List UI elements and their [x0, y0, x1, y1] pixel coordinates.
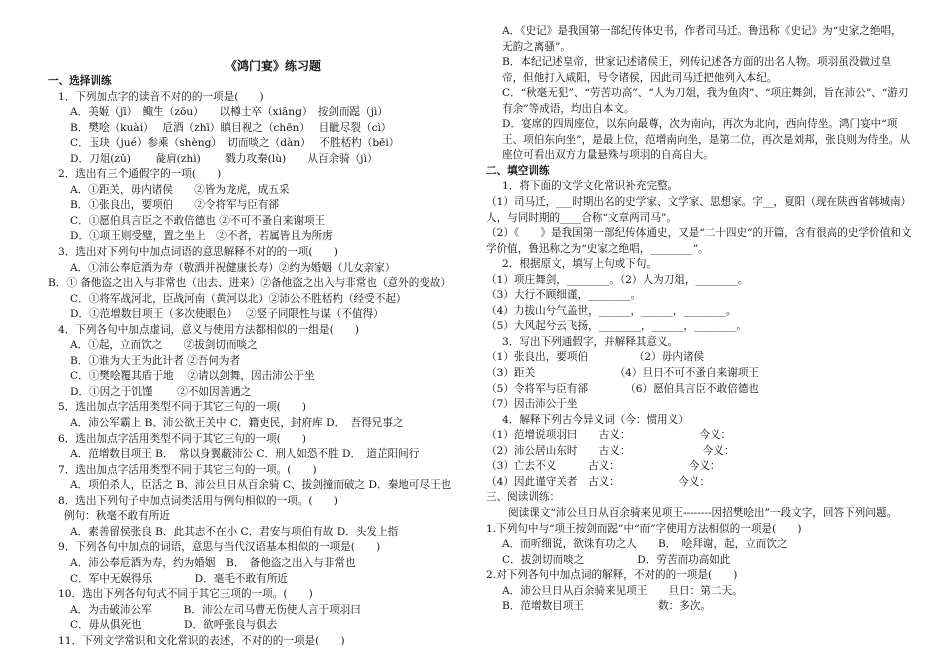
question-line: 3．选出对下列句中加点词语的意思解释不对的的一项( ) [58, 246, 338, 259]
question-line: （3）亡去不义 古义： 今义： [486, 460, 721, 473]
question-line: 三、阅读训练： [486, 491, 561, 504]
question-line: 2.对下列各句中加点词的解释，不对的的一项是( ) [486, 569, 738, 582]
question-line: 11．下列文学常识和文化常识的表述，不对的的一项是( ) [58, 634, 345, 647]
left-column [48, 24, 468, 649]
question-line: C．玉玦（jué）参乘（shèng） 切而啖之（dàn） 不胜桮杓（bēi） [70, 137, 400, 150]
question-line: B．本纪记述皇帝，世家记述诸侯王，列传记述各方面的出名人物。项羽虽没做过皇帝，但他打入咸阳，号令诸侯，因此司马迁把他列入本纪。 [502, 56, 892, 84]
question-line: （1）司马迁，___时期出名的史学家、文学家、思想家。字__，夏阳（现在陕西省韩城南）人，与同时期的____合称“文章两司马”。 [486, 196, 912, 224]
question-line: （2）《 》是我国第一部纪传体通史，又是“二十四史”的开篇，含有很高的史学价值和文学价值，鲁迅称之为“史家之绝唱，________”。 [486, 227, 912, 255]
question-line: A．①距关，毋内诸侯 ②皆为龙虎，成五采 [70, 183, 290, 196]
question-line: 8．选出下列句子中加点词类活用与例句相似的一项。( ) [58, 494, 338, 507]
question-line: 5．选出加点字活用类型不同于其它三句的一项( ) [58, 401, 307, 414]
question-line: D．宴席的四周座位，以东向最尊，次为南向，再次为北向，西向侍坐。鸿门宴中“项王、项伯东向坐”，是最上位，范增南向坐，是第二位，再次是刘邦，张良则为侍坐。从座位可看出双方力量悬殊与项羽的自高自大。 [502, 118, 910, 162]
question-line: C．①将军战河北，臣战河南（黄河以北）②沛公不胜桮杓（经受不起） [70, 292, 407, 305]
question-line: A．沛公旦日从百余骑来见项王 旦日：第二天。 [502, 584, 743, 597]
question-line: （1）范增说项羽曰 古义： 今义： [486, 429, 732, 442]
question-line: 4．解释下列古今异义词（今：惯用义） [502, 413, 689, 426]
question-line: （5）大风起兮云飞扬，________，______，________。 [486, 320, 747, 333]
section-heading: 二、填空训练 [486, 164, 550, 177]
question-line: A．而听细说，欲诛有功之人 B． 哙拜谢，起，立而饮之 [502, 538, 788, 551]
question-line: （5）令将军与臣有郤 （6）愿伯具言臣不敢倍德也 [486, 382, 760, 395]
question-line: 2．选出有三个通假字的一项( ) [58, 168, 222, 181]
question-line: （4）力拔山兮气盖世，______，______，________。 [486, 304, 737, 317]
question-line: 7．选出加点字活用类型不同于其它三句的一项。( ) [58, 463, 317, 476]
question-line: （1）项庄舞剑，________。（2）人为刀俎，________。 [486, 273, 749, 286]
question-line: B．①谁为大王为此计者 ②吾何为者 [70, 354, 241, 367]
question-line: 2．根据原文，填写上句或下句。 [502, 258, 658, 271]
question-line: C．①樊哙覆其盾于地 ②请以剑舞，因击沛公于坐 [70, 370, 315, 383]
question-line: 1．将下面的文学文化常识补充完整。 [502, 180, 679, 193]
question-line: D．刀俎(zǔ) 彘肩(zhì) 戮力攻秦(lù) 从百余骑（jì） [70, 152, 378, 165]
question-line: A．①起，立而饮之 ②拔剑切而啖之 [70, 339, 258, 352]
question-line: （2）沛公居山东时 古义： 今义： [486, 444, 735, 457]
question-line: A．美姬（jī） 鲰生（zōu） 以樽士卒（xiāng） 按剑而跽（jì） [70, 106, 389, 119]
right-column [486, 24, 912, 615]
question-line: C．①愿伯具言臣之不敢倍德也 ②不可不蚤自来谢项王 [70, 214, 326, 227]
question-line: 1.下列句中与“项王按剑而跽”中“而”字使用方法相似的一项是( ) [486, 522, 802, 535]
question-line: （4）因此谨守关者 古义： 今义： [486, 475, 710, 488]
question-line: C．军中无娱得乐 D．毫毛不敢有所近 [70, 572, 288, 585]
question-line: D．①因之于饥馑 ②不如因善遇之 [70, 385, 252, 398]
question-line: （3）距关 （4）旦日不可不蚤自来谢项王 [486, 367, 760, 380]
question-line: 3．写出下列通假字，并解释其意义。 [502, 335, 679, 348]
right-lines [486, 24, 912, 615]
question-line: （7）因击沛公于坐 [486, 398, 578, 411]
question-line: C．毋从俱死也 D．欲呼张良与俱去 [70, 619, 278, 632]
question-line: 9．下列各句中加点的词语，意思与当代汉语基本相似的一项是( ) [58, 541, 381, 554]
question-line: A．范增数目项王 B． 常以身翼蔽沛公 C．刑人如恐不胜 D． 道芷阳间行 [70, 448, 420, 461]
question-line: （1）张良出，要项伯 （2）毋内诸侯 [486, 351, 705, 364]
question-line: C．“秋毫无犯”、“劳苦功高”、“人为刀俎，我为鱼肉”、“项庄舞剑，旨在沛公”、“游刃有余”等成语，均出自本文。 [502, 87, 909, 115]
question-line: A．①沛公奉卮酒为寿（敬酒并祝健康长寿）②约为婚姻（儿女亲家） [70, 261, 396, 274]
question-line: A．项伯杀人，臣活之 B、沛公旦日从百余骑 C、拔剑撞而破之 D．秦地可尽王也 [70, 479, 452, 492]
question-line: D．①项王则受璧，置之坐上 ②不者，若属皆且为所虏 [70, 230, 333, 243]
question-line: 10．选出下列各句句式不同于其它三项的一项。( ) [58, 588, 313, 601]
question-line: 1．下列加点字的读音不对的的一项是( ) [58, 90, 264, 103]
question-line: B．范增数目项王 数：多次。 [502, 600, 712, 613]
question-line: 4．下列各句中加点虚词，意义与使用方法都相似的一组是( ) [58, 323, 360, 336]
page-title: 《鸿门宴》练习题 [224, 59, 321, 73]
question-line: 例句：秋毫不敢有所近 [64, 510, 170, 523]
question-line: B．樊哙（kuài） 卮酒（zhī）瞋目视之（chēn） 目眦尽裂（cì） [70, 121, 392, 134]
section-heading: 一、选择训练 [48, 75, 112, 87]
question-line: A．沛公奉卮酒为寿，约为婚姻 B． 备他盗之出入与非常也 [70, 556, 356, 569]
question-line: C．拔剑切而啖之 D．劳苦而功高如此 [502, 553, 731, 566]
question-line: B．①张良出，要项伯 ②令将军与臣有郤 [70, 199, 280, 212]
question-line: A．《史记》是我国第一部纪传体史书，作者司马迁。鲁迅称《史记》为“史家之绝唱，无韵之离骚”。 [502, 25, 902, 53]
question-line: A．为击破沛公军 B．沛公左司马曹无伤使人言于项羽曰 [70, 603, 361, 616]
question-line: 6．选出加点字活用类型不同于其它三句的一项( ) [58, 432, 307, 445]
question-line: （3）大行不顾细谨，________。 [486, 289, 642, 302]
question-line: B．① 备他盗之出入与非常也（出去、进来）②备他盗之出入与非常也（意外的变故） [48, 277, 452, 290]
question-line: D．①范增数目项王（多次使眼色） ②竖子同限性与谋（不值得） [70, 308, 384, 321]
question-line: A．沛公军霸上 B、沛公欲王关中 C．籍吏民，封府库 D． 吾得兄事之 [70, 417, 404, 430]
question-line: A．素善留侯张良 B．此其志不在小 C．君安与项伯有故 D．头发上指 [70, 525, 399, 538]
question-line: 阅读课文“沛公旦日从百余骑来见项王--------因招樊哙出”一段文字，回答下列问题。 [508, 506, 898, 519]
left-lines [48, 74, 468, 649]
